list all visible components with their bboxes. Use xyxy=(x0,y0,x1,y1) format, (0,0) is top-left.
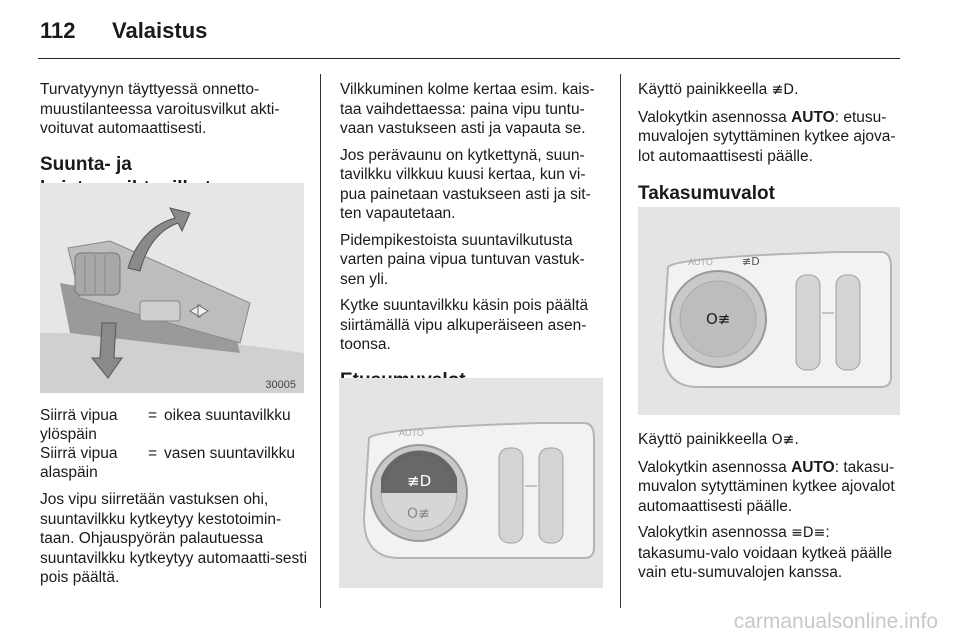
text: Valokytkin asennossa xyxy=(638,458,792,476)
paragraph xyxy=(638,80,904,101)
auto-label: AUTO xyxy=(399,428,424,438)
text: : takasu-muvalon sytyttäminen kytkee ajovalot automaattisesti päälle. xyxy=(638,458,895,515)
fog-front-icon: ≢D xyxy=(407,472,432,490)
column-divider-1 xyxy=(320,74,321,608)
column-3-lower xyxy=(638,430,906,590)
page-number: 112 xyxy=(40,18,76,43)
definition-equals: = xyxy=(148,445,158,462)
text: Valokytkin asennossa xyxy=(638,524,792,541)
turn-signal-figure xyxy=(40,183,304,393)
fog-front-icon: ≢D. xyxy=(771,82,799,98)
paragraph: Pidempikestoista suuntavilkutusta varten paina vipua tuntuvan vastuk-sen yli. xyxy=(340,231,585,288)
light-switch-illustration-rear xyxy=(638,207,900,415)
figure-number: 30005 xyxy=(265,379,296,391)
top-rule xyxy=(38,58,900,59)
paragraph xyxy=(638,430,906,451)
definition-row xyxy=(40,406,305,444)
column-1-lower xyxy=(40,490,308,595)
text: Käyttö painikkeella xyxy=(638,431,772,448)
auto-label: AUTO xyxy=(791,108,835,126)
definition-desc: oikea suuntavilkku xyxy=(164,407,291,424)
text: : takasumu-valo voidaan kytkeä päälle vain etu-sumuvalojen kanssa. xyxy=(638,524,893,581)
fog-rear-icon: O≢ xyxy=(706,310,731,328)
intro-paragraph: Turvatyynyn täyttyessä onnetto-muustilanteessa varoitusvilkut akti-voituvat automaattisesti. xyxy=(40,81,280,137)
definition-table xyxy=(40,406,305,482)
paragraph: Jos perävaunu on kytkettynä, suun-tavilkku vilkkuu kuusi kertaa, kun vi-pua painetaan vastukseen asti ja sit-ten vapautetaan. xyxy=(340,146,591,222)
definition-row xyxy=(40,444,305,482)
paragraph xyxy=(638,523,906,583)
paragraph: Kytke suuntavilkku käsin pois päältä siirtämällä vipu alkuperäiseen asen-toonsa. xyxy=(340,297,589,353)
definition-desc: vasen suuntavilkku xyxy=(164,445,295,462)
definition-equals: = xyxy=(148,407,158,424)
turn-signal-lever-illustration xyxy=(40,183,304,393)
text: Valokytkin asennossa xyxy=(638,108,792,126)
column-2 xyxy=(340,80,608,393)
definition-term: Siirrä vipua alaspäin xyxy=(40,445,118,481)
auto-label: AUTO xyxy=(791,458,835,476)
text: : etusu-muvalojen sytyttäminen kytkee ajova-lot automaattisesti päälle. xyxy=(638,108,896,165)
column-divider-2 xyxy=(620,74,621,608)
rear-fog-figure xyxy=(638,207,900,415)
column-3 xyxy=(638,80,904,206)
fog-rear-icon: O≢ xyxy=(407,506,430,522)
paragraph: Jos vipu siirretään vastuksen ohi, suuntavilkku kytkeytyy kestotoimin-taan. Ohjauspyörän palautuessa suuntavilkku kytkeytyy automaatti-sesti pois päältä. xyxy=(40,491,308,586)
front-fog-figure xyxy=(339,378,603,588)
text: Käyttö painikkeella xyxy=(638,81,772,98)
definition-term: Siirrä vipua ylöspäin xyxy=(40,407,118,443)
section-heading-rear-fog: Takasumuvalot xyxy=(638,183,775,204)
light-switch-illustration-front xyxy=(339,378,603,588)
footer-watermark[interactable]: carmanualsonline.info xyxy=(733,610,938,633)
fog-front-icon: ≢D xyxy=(742,255,760,268)
auto-label: AUTO xyxy=(688,257,713,267)
paragraph xyxy=(638,108,904,167)
page-title: Valaistus xyxy=(112,18,208,43)
fog-light-icon: ≡D≡ xyxy=(791,525,826,541)
section-heading-turn-signals: Suunta- ja xyxy=(40,153,132,175)
paragraph xyxy=(638,458,906,517)
paragraph: Vilkkuminen kolme kertaa esim. kais-taa vaihdettaessa: paina vipu tuntu-vaan vastukseen asti ja vapauta se. xyxy=(340,81,595,137)
fog-rear-icon: O≢. xyxy=(771,432,799,448)
